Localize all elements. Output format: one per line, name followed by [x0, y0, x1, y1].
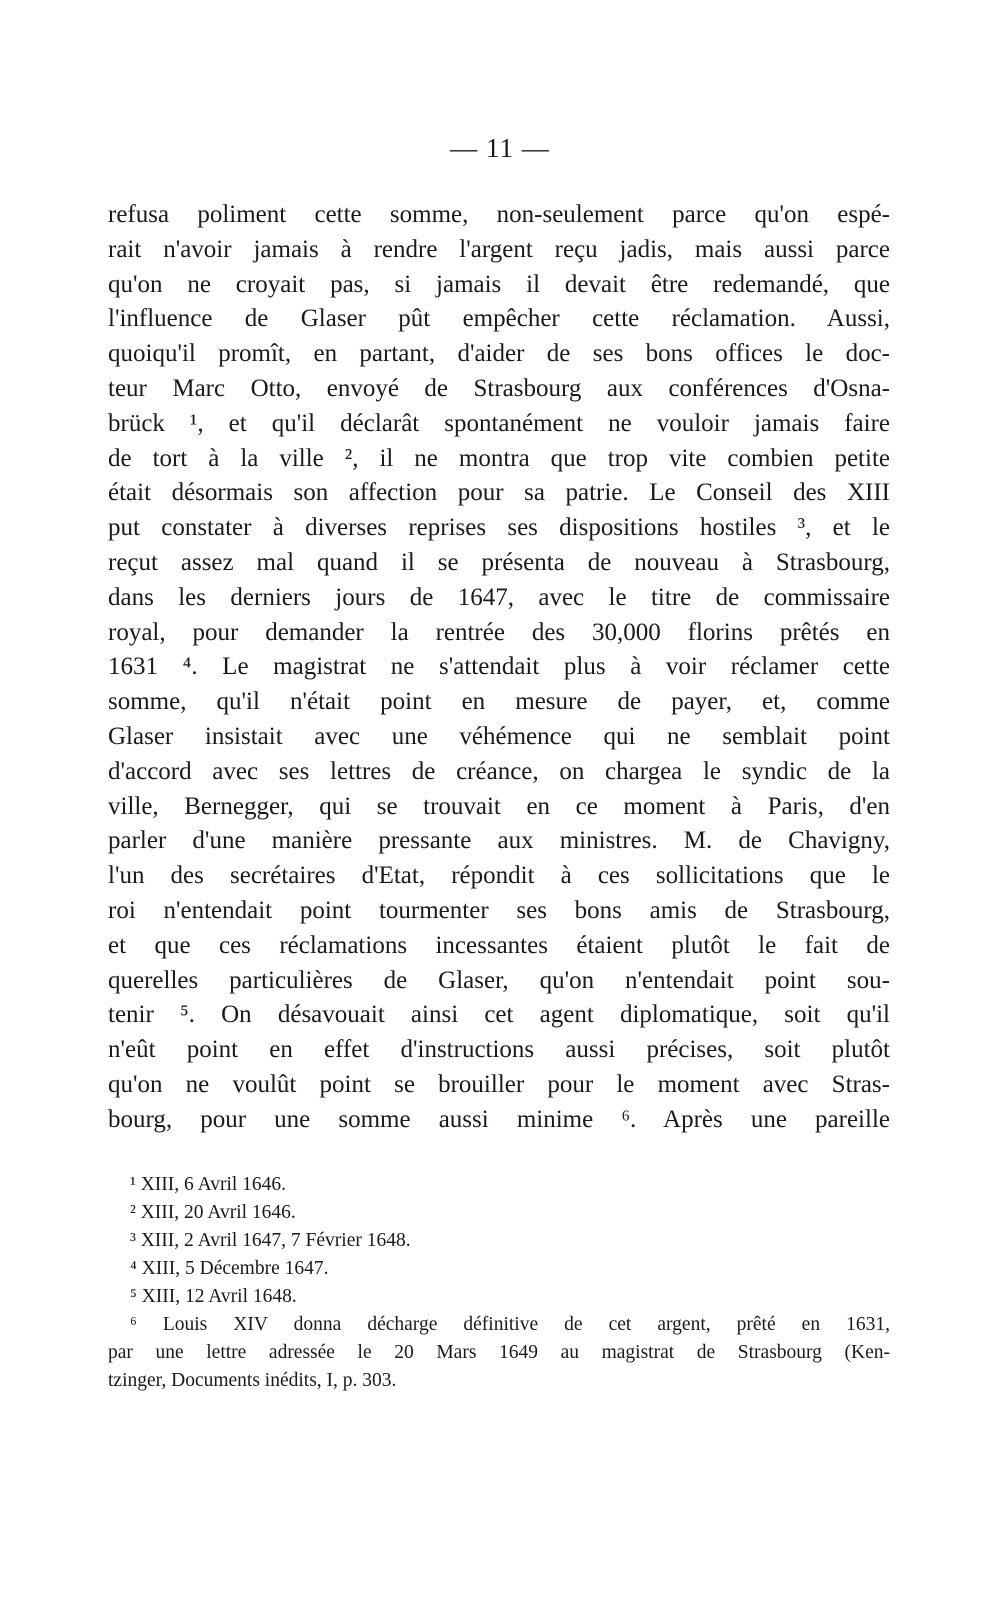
body-line: l'un des secrétaires d'Etat, répondit à ces sollicitations que le [108, 862, 890, 890]
body-line: brück ¹, et qu'il déclarât spontanément ne vouloir jamais faire [108, 409, 890, 437]
footnote: ² XIII, 20 Avril 1646. [130, 1202, 296, 1223]
body-line: somme, qu'il n'était point en mesure de payer, et, comme [108, 688, 890, 716]
footnote-continuation: tzinger, Documents inédits, I, p. 303. [108, 1370, 397, 1391]
body-line: ville, Bernegger, qui se trouvait en ce moment à Paris, d'en [108, 792, 890, 820]
body-line: reçut assez mal quand il se présenta de nouveau à Strasbourg, [108, 548, 890, 576]
body-line: royal, pour demander la rentrée des 30,000 florins prêtés en [108, 618, 890, 646]
body-line: l'influence de Glaser pût empêcher cette réclamation. Aussi, [108, 305, 890, 333]
body-line: n'eût point en effet d'instructions aussi précises, soit plutôt [108, 1036, 890, 1064]
page-number: — 11 — [450, 133, 550, 163]
body-line: Glaser insistait avec une véhémence qui ne semblait point [108, 722, 890, 750]
body-line: rait n'avoir jamais à rendre l'argent reçu jadis, mais aussi parce [108, 235, 890, 263]
body-line: put constater à diverses reprises ses dispositions hostiles ³, et le [108, 514, 890, 542]
body-line: qu'on ne voulût point se brouiller pour le moment avec Stras- [108, 1070, 890, 1098]
body-line: de tort à la ville ², il ne montra que trop vite combien petite [108, 444, 890, 472]
body-line: et que ces réclamations incessantes étaient plutôt le fait de [108, 931, 890, 959]
body-line: refusa poliment cette somme, non-seulement parce qu'on espé- [108, 201, 890, 228]
body-line: quoiqu'il promît, en partant, d'aider de ses bons offices le doc- [108, 340, 890, 368]
footnote: ⁶ Louis XIV donna décharge définitive de cet argent, prêté en 1631, [130, 1314, 890, 1335]
footnote: ³ XIII, 2 Avril 1647, 7 Février 1648. [130, 1230, 411, 1251]
body-line: bourg, pour une somme aussi minime ⁶. Après une pareille [108, 1105, 890, 1133]
body-text [108, 198, 890, 1138]
body-line: dans les derniers jours de 1647, avec le titre de commissaire [108, 583, 890, 611]
body-line: tenir ⁵. On désavouait ainsi cet agent diplomatique, soit qu'il [108, 1001, 890, 1029]
footnote: ⁴ XIII, 5 Décembre 1647. [130, 1258, 329, 1279]
body-line: parler d'une manière pressante aux ministres. M. de Chavigny, [108, 827, 890, 855]
body-line: était désormais son affection pour sa patrie. Le Conseil des XIII [108, 479, 890, 507]
body-line: roi n'entendait point tourmenter ses bons amis de Strasbourg, [108, 896, 890, 924]
body-line: 1631 ⁴. Le magistrat ne s'attendait plus à voir réclamer cette [108, 653, 890, 681]
body-line: qu'on ne croyait pas, si jamais il devait être redemandé, que [108, 270, 890, 298]
footnote-continuation: par une lettre adressée le 20 Mars 1649 au magistrat de Strasbourg (Ken- [108, 1342, 890, 1363]
footnote: ⁵ XIII, 12 Avril 1648. [130, 1286, 297, 1307]
body-line: teur Marc Otto, envoyé de Strasbourg aux conférences d'Osna- [108, 374, 890, 402]
body-line: d'accord avec ses lettres de créance, on chargea le syndic de la [108, 757, 890, 785]
footnote: ¹ XIII, 6 Avril 1646. [130, 1174, 287, 1195]
footnotes [108, 1171, 890, 1395]
body-line: querelles particulières de Glaser, qu'on n'entendait point sou- [108, 966, 890, 994]
